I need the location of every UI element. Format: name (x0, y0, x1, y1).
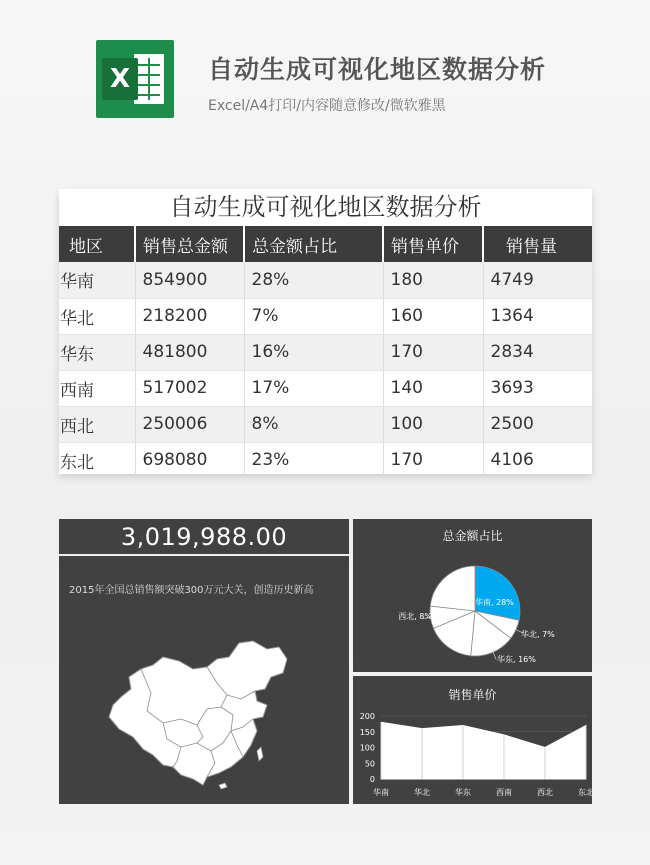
data-table-card (59, 189, 592, 474)
y-tick-label: 200 (359, 712, 375, 721)
table-cell: 854900 (135, 262, 244, 298)
table-cell: 17% (244, 370, 383, 406)
table-row (59, 406, 592, 442)
table-cell: 28% (244, 262, 383, 298)
table-row (59, 442, 592, 478)
table-cell: 华南 (59, 262, 135, 298)
area-chart-title: 销售单价 (448, 688, 497, 702)
table-cell: 1364 (483, 298, 592, 334)
page-subtitle: Excel/A4打印/内容随意修改/微软雅黑 (208, 98, 446, 114)
column-header-quantity: 销售量 (483, 226, 592, 262)
pie-data-label: 华北, 7% (521, 630, 555, 639)
x-tick-label: 华北 (414, 788, 430, 797)
table-cell: 7% (244, 298, 383, 334)
table-row (59, 298, 592, 334)
pie-data-label: 华东, 16% (497, 655, 536, 664)
pie-leader-line (493, 652, 496, 659)
table-cell: 170 (383, 334, 483, 370)
y-tick-label: 50 (364, 759, 375, 769)
table-cell: 东北 (59, 442, 135, 478)
summary-panel (59, 519, 349, 804)
excel-logo-icon (96, 40, 174, 118)
table-cell: 698080 (135, 442, 244, 478)
table-row (59, 334, 592, 370)
table-cell: 4106 (483, 442, 592, 478)
summary-description: 2015年全国总销售额突破300万元大关，创造历史新高 (69, 585, 314, 596)
pie-chart-title: 总金额占比 (442, 529, 503, 543)
column-header-share: 总金额占比 (244, 226, 383, 262)
pie-data-label: 华南, 28% (475, 598, 514, 607)
table-cell: 140 (383, 370, 483, 406)
column-header-unit-price: 销售单价 (383, 226, 483, 262)
table-cell: 23% (244, 442, 383, 478)
y-tick-label: 100 (359, 743, 375, 753)
table-cell: 16% (244, 334, 383, 370)
table-cell: 2834 (483, 334, 592, 370)
y-tick-label: 0 (369, 775, 375, 784)
y-tick-label: 150 (359, 727, 375, 737)
china-map-icon (107, 639, 297, 789)
x-tick-label: 西南 (496, 788, 512, 797)
data-table (59, 226, 592, 479)
table-cell: 8% (244, 406, 383, 442)
pie-slice-东北 (430, 566, 475, 611)
table-cell: 4749 (483, 262, 592, 298)
table-cell: 华北 (59, 298, 135, 334)
x-tick-label: 华东 (455, 788, 471, 797)
unit-price-area-series (381, 722, 586, 779)
logo-letter: X (102, 58, 138, 100)
table-cell: 3693 (483, 370, 592, 406)
table-cell: 517002 (135, 370, 244, 406)
table-cell: 西南 (59, 370, 135, 406)
table-cell: 180 (383, 262, 483, 298)
page-title: 自动生成可视化地区数据分析 (208, 55, 547, 84)
unit-price-panel (353, 676, 592, 804)
table-cell: 100 (383, 406, 483, 442)
column-header-region: 地区 (59, 226, 135, 262)
table-row (59, 370, 592, 406)
table-cell: 481800 (135, 334, 244, 370)
pie-data-label: 西北, 8% (398, 612, 432, 621)
table-cell: 2500 (483, 406, 592, 442)
table-cell: 160 (383, 298, 483, 334)
spreadsheet-grid-icon (134, 54, 164, 104)
table-header-row (59, 226, 592, 262)
table-cell: 西北 (59, 406, 135, 442)
table-cell: 250006 (135, 406, 244, 442)
table-cell: 华东 (59, 334, 135, 370)
x-tick-label: 东北 (578, 788, 594, 797)
total-sales-value: 3,019,988.00 (59, 519, 349, 556)
share-pie-panel (353, 519, 592, 672)
table-cell: 170 (383, 442, 483, 478)
table-row (59, 262, 592, 298)
column-header-total-sales: 销售总金额 (135, 226, 244, 262)
table-cell: 218200 (135, 298, 244, 334)
table-title: 自动生成可视化地区数据分析 (169, 193, 482, 221)
x-tick-label: 西北 (537, 788, 553, 797)
x-tick-label: 华南 (373, 788, 389, 797)
